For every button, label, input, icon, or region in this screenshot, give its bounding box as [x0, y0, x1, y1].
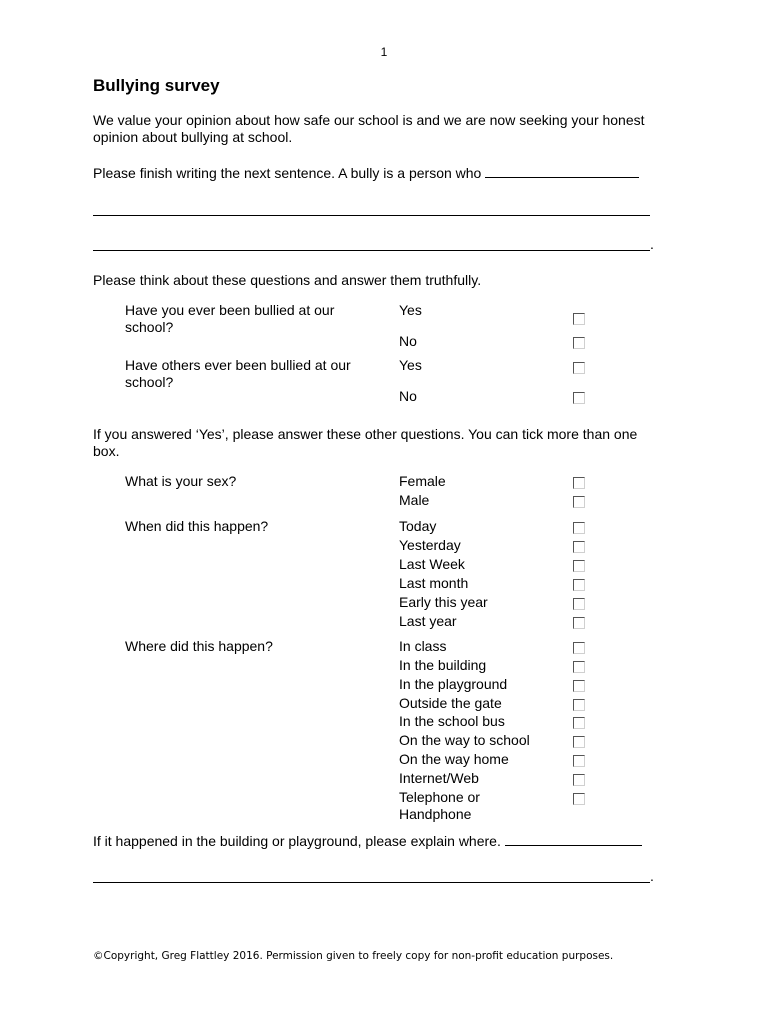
when-checkbox[interactable] [573, 579, 585, 591]
where-option: On the way to school [399, 732, 530, 748]
answer-line-1[interactable] [93, 215, 650, 216]
where-option: Outside the gate [399, 695, 502, 711]
where-checkbox[interactable] [573, 642, 585, 654]
when-option: Early this year [399, 594, 488, 610]
q1-yes-checkbox[interactable] [573, 313, 585, 325]
q2-question: Have others ever been bullied at our school? [125, 357, 351, 390]
when-option: Last Week [399, 556, 465, 572]
explain-prompt-row [93, 833, 663, 850]
page-title: Bullying survey [93, 76, 220, 95]
when-option: Last month [399, 575, 469, 591]
where-checkbox[interactable] [573, 717, 585, 729]
q1-no-checkbox[interactable] [573, 337, 585, 349]
when-checkbox[interactable] [573, 617, 585, 629]
where-option: In class [399, 638, 447, 654]
when-checkbox[interactable] [573, 522, 585, 534]
when-option: Today [399, 518, 437, 534]
q2-no-checkbox[interactable] [573, 392, 585, 404]
when-checkbox[interactable] [573, 560, 585, 572]
answer-line-2-period: . [650, 236, 654, 252]
where-checkbox[interactable] [573, 793, 585, 805]
q1-option-yes: Yes [399, 302, 422, 318]
sentence-prompt: Please finish writing the next sentence. A bully is a person who [93, 165, 482, 181]
sex-female-checkbox[interactable] [573, 477, 585, 489]
where-checkbox[interactable] [573, 680, 585, 692]
q1-option-no: No [399, 333, 417, 349]
explain-prompt: If it happened in the building or playground, please explain where. [93, 833, 501, 849]
sex-male-checkbox[interactable] [573, 496, 585, 508]
q1-question: Have you ever been bullied at our school? [125, 302, 335, 335]
where-option: In the school bus [399, 713, 505, 729]
where-checkbox[interactable] [573, 736, 585, 748]
where-option: Telephone or Handphone [399, 789, 480, 822]
think-prompt: Please think about these questions and answer them truthfully. [93, 272, 482, 288]
page-number: 1 [380, 45, 388, 59]
where-option: In the playground [399, 676, 508, 692]
where-option: On the way home [399, 751, 509, 767]
intro-text: We value your opinion about how safe our school is and we are now seeking your honest opinion about bullying at school. [93, 112, 645, 145]
explain-blank-inline[interactable] [505, 833, 642, 846]
when-checkbox[interactable] [573, 598, 585, 610]
where-checkbox[interactable] [573, 699, 585, 711]
q2-option-yes: Yes [399, 357, 422, 373]
sex-question: What is your sex? [125, 473, 237, 489]
explain-line-period: . [650, 868, 654, 884]
where-question: Where did this happen? [125, 638, 273, 654]
answer-line-2[interactable] [93, 250, 650, 251]
when-option: Yesterday [399, 537, 461, 553]
q2-yes-checkbox[interactable] [573, 362, 585, 374]
where-checkbox[interactable] [573, 774, 585, 786]
when-option: Last year [399, 613, 457, 629]
answer-blank-inline[interactable] [485, 165, 639, 178]
explain-line[interactable] [93, 882, 650, 883]
when-checkbox[interactable] [573, 541, 585, 553]
q2-option-no: No [399, 388, 417, 404]
sex-option: Male [399, 492, 430, 508]
sex-option: Female [399, 473, 446, 489]
where-checkbox[interactable] [573, 755, 585, 767]
followup-prompt: If you answered ‘Yes’, please answer these other questions. You can tick more than one box. [93, 426, 638, 459]
where-option: In the building [399, 657, 487, 673]
where-option: Internet/Web [399, 770, 479, 786]
sentence-prompt-row [93, 165, 663, 182]
when-question: When did this happen? [125, 518, 269, 534]
copyright-footer: ©Copyright, Greg Flattley 2016. Permission given to freely copy for non-profit education purposes. [93, 950, 614, 962]
where-checkbox[interactable] [573, 661, 585, 673]
